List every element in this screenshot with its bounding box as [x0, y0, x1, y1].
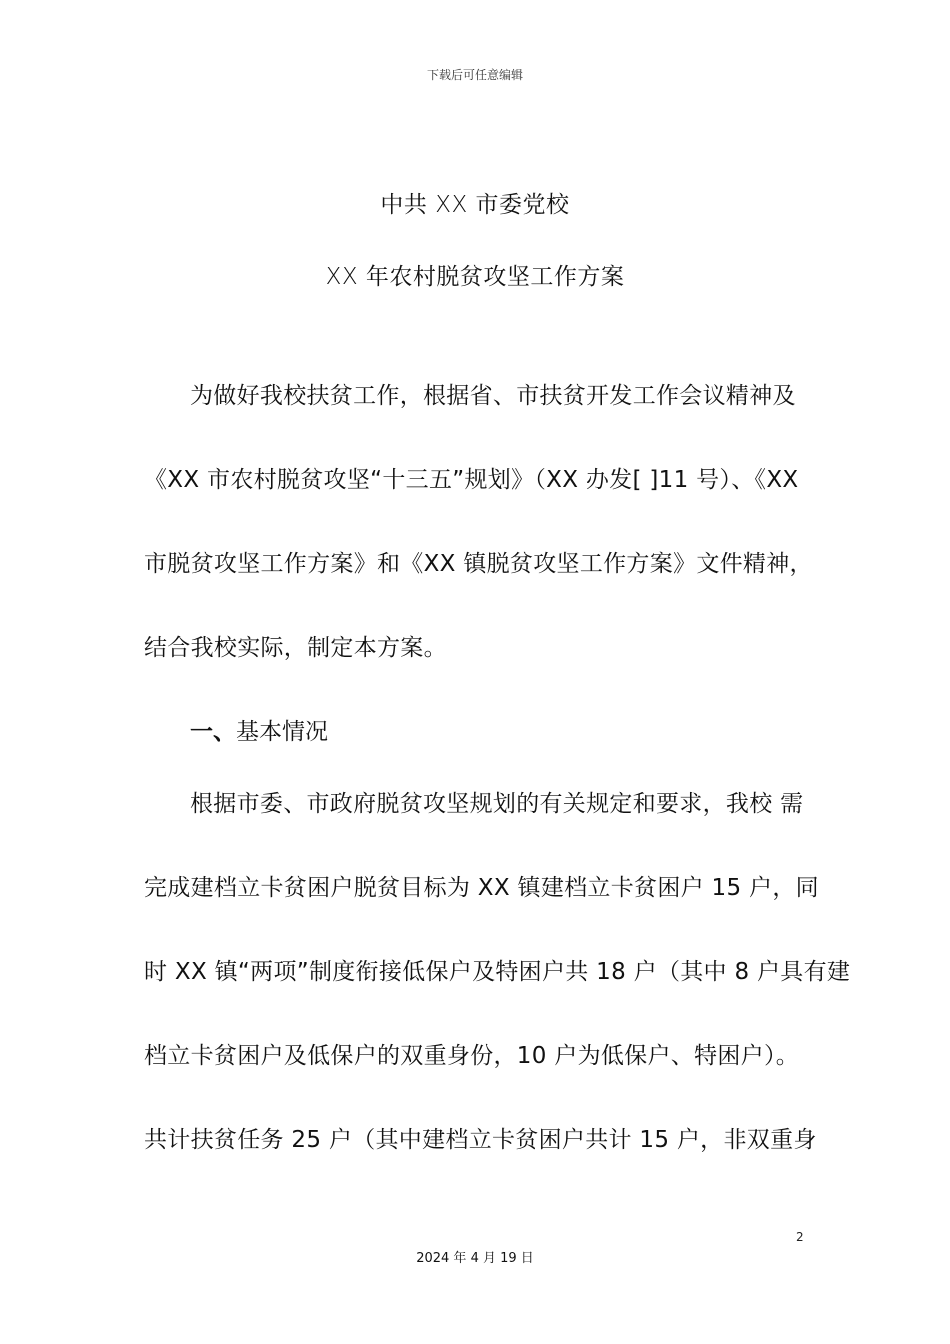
paragraph-line: 市脱贫攻坚工作方案》和《XX 镇脱贫攻坚工作方案》文件精神， — [144, 551, 813, 577]
paragraph-line: 档立卡贫困户及低保户的双重身份，10 户为低保户、特困户）。 — [144, 1043, 800, 1069]
paragraph-line: 《XX 市农村脱贫攻坚“十三五”规划》（XX 办发[ ]11 号）、《XX — [144, 467, 799, 493]
section-heading-basic-situation — [190, 712, 328, 752]
paragraph-line: 共计扶贫任务 25 户（其中建档立卡贫困户共计 15 户，非双重身 — [144, 1127, 817, 1153]
section-number: 一、 — [190, 719, 236, 745]
paragraph-basic-situation — [144, 762, 851, 1182]
header-note: 下载后可任意编辑 — [426, 68, 523, 82]
page-number: 2 — [796, 1230, 804, 1244]
paragraph-intro — [144, 354, 813, 690]
paragraph-line: 完成建档立卡贫困户脱贫目标为 XX 镇建档立卡贫困户 15 户，同 — [144, 875, 819, 901]
paragraph-line: 结合我校实际，制定本方案。 — [144, 635, 447, 661]
footer-date: 2024 年 4 月 19 日 — [416, 1251, 534, 1266]
section-title: 基本情况 — [236, 719, 328, 745]
document-title-organization: 中共 XX 市委党校 — [380, 192, 570, 218]
paragraph-line: 时 XX 镇“两项”制度衔接低保户及特困户共 18 户（其中 8 户具有建 — [144, 959, 851, 985]
document-title-plan: XX 年农村脱贫攻坚工作方案 — [325, 264, 625, 290]
paragraph-line: 根据市委、市政府脱贫攻坚规划的有关规定和要求，我校 需 — [190, 791, 804, 817]
paragraph-line: 为做好我校扶贫工作，根据省、市扶贫开发工作会议精神及 — [190, 383, 796, 409]
